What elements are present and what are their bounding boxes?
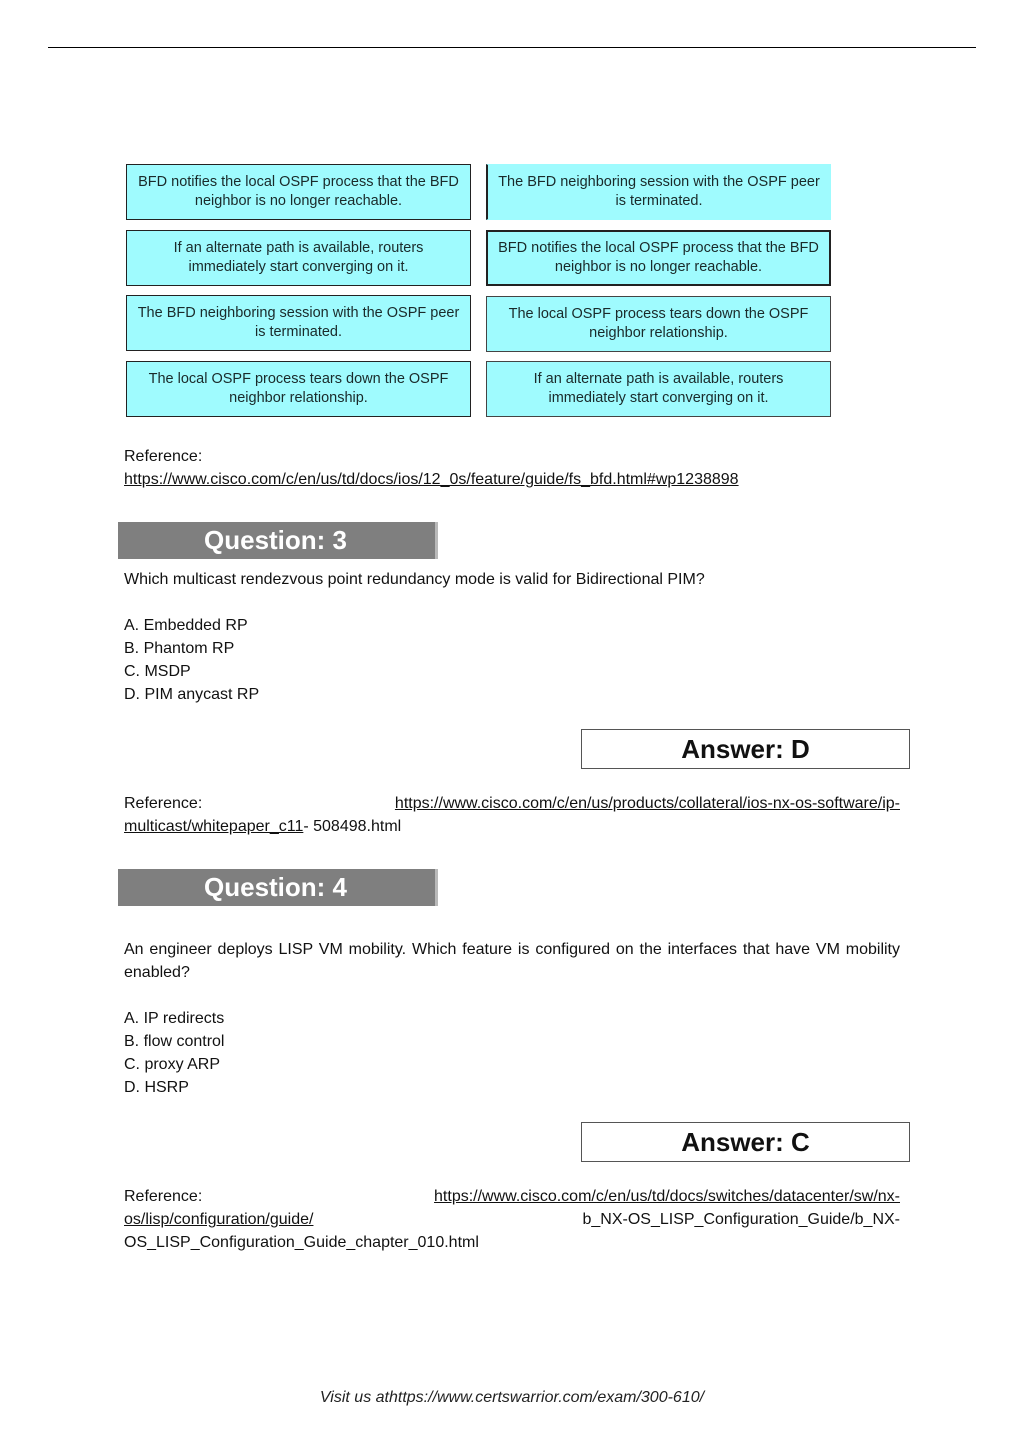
- q3-option-d: D. PIM anycast RP: [124, 686, 260, 703]
- left-step-4: The local OSPF process tears down the OSPF neighbor relationship.: [126, 361, 471, 417]
- q4-reference-link-line1[interactable]: https://www.cisco.com/c/en/us/td/docs/switches/datacenter/sw/nx-: [434, 1188, 900, 1205]
- q4-answer-box: Answer: C: [581, 1122, 910, 1162]
- left-step-1: BFD notifies the local OSPF process that the BFD neighbor is no longer reachable.: [126, 164, 471, 220]
- q3-reference-line2: [124, 815, 401, 838]
- right-step-4: If an alternate path is available, routers immediately start converging on it.: [486, 361, 831, 417]
- header-rule: [48, 47, 976, 48]
- q4-option-d: D. HSRP: [124, 1079, 189, 1096]
- q3-reference-label: Reference:: [124, 795, 203, 812]
- right-step-1: The BFD neighboring session with the OSPF peer is terminated.: [486, 164, 831, 220]
- left-step-3: The BFD neighboring session with the OSPF peer is terminated.: [126, 295, 471, 351]
- q3-answer-box: Answer: D: [581, 729, 910, 769]
- q3-option-b: B. Phantom RP: [124, 640, 235, 657]
- question-4-text: An engineer deploys LISP VM mobility. Which feature is configured on the interfaces that have VM mobility enabled?: [124, 941, 900, 981]
- left-step-2: If an alternate path is available, routers immediately start converging on it.: [126, 230, 471, 286]
- q4-option-a: A. IP redirects: [124, 1010, 225, 1027]
- q3-option-c: C. MSDP: [124, 663, 191, 680]
- q4-option-b: B. flow control: [124, 1033, 225, 1050]
- right-step-3: The local OSPF process tears down the OSPF neighbor relationship.: [486, 296, 831, 352]
- q4-reference-line3: OS_LISP_Configuration_Guide_chapter_010.html: [124, 1234, 479, 1251]
- q4-option-c: C. proxy ARP: [124, 1056, 221, 1073]
- q4-reference-link-line2[interactable]: os/lisp/configuration/guide/: [124, 1211, 314, 1228]
- question-3-header: Question: 3: [118, 522, 438, 559]
- right-step-2: BFD notifies the local OSPF process that the BFD neighbor is no longer reachable.: [486, 230, 831, 286]
- footer-visit-link[interactable]: Visit us athttps://www.certswarrior.com/exam/300-610/: [319, 1389, 705, 1406]
- q2-reference-link[interactable]: https://www.cisco.com/c/en/us/td/docs/ios/12_0s/feature/guide/fs_bfd.html#wp1238898: [124, 471, 739, 488]
- q3-reference-link-line2[interactable]: multicast/whitepaper_c11: [124, 818, 304, 835]
- question-3-text: Which multicast rendezvous point redundancy mode is valid for Bidirectional PIM?: [124, 571, 705, 588]
- q3-option-a: A. Embedded RP: [124, 617, 248, 634]
- q4-reference-line2-rest: b_NX-OS_LISP_Configuration_Guide/b_NX-: [582, 1211, 900, 1228]
- q2-reference-label: Reference:: [124, 448, 203, 465]
- q3-reference-link-line1[interactable]: https://www.cisco.com/c/en/us/products/collateral/ios-nx-os-software/ip-: [394, 795, 900, 812]
- q3-reference-line2-rest: - 508498.html: [303, 818, 402, 835]
- q4-reference-label: Reference:: [124, 1188, 203, 1205]
- question-4-header: Question: 4: [118, 869, 438, 906]
